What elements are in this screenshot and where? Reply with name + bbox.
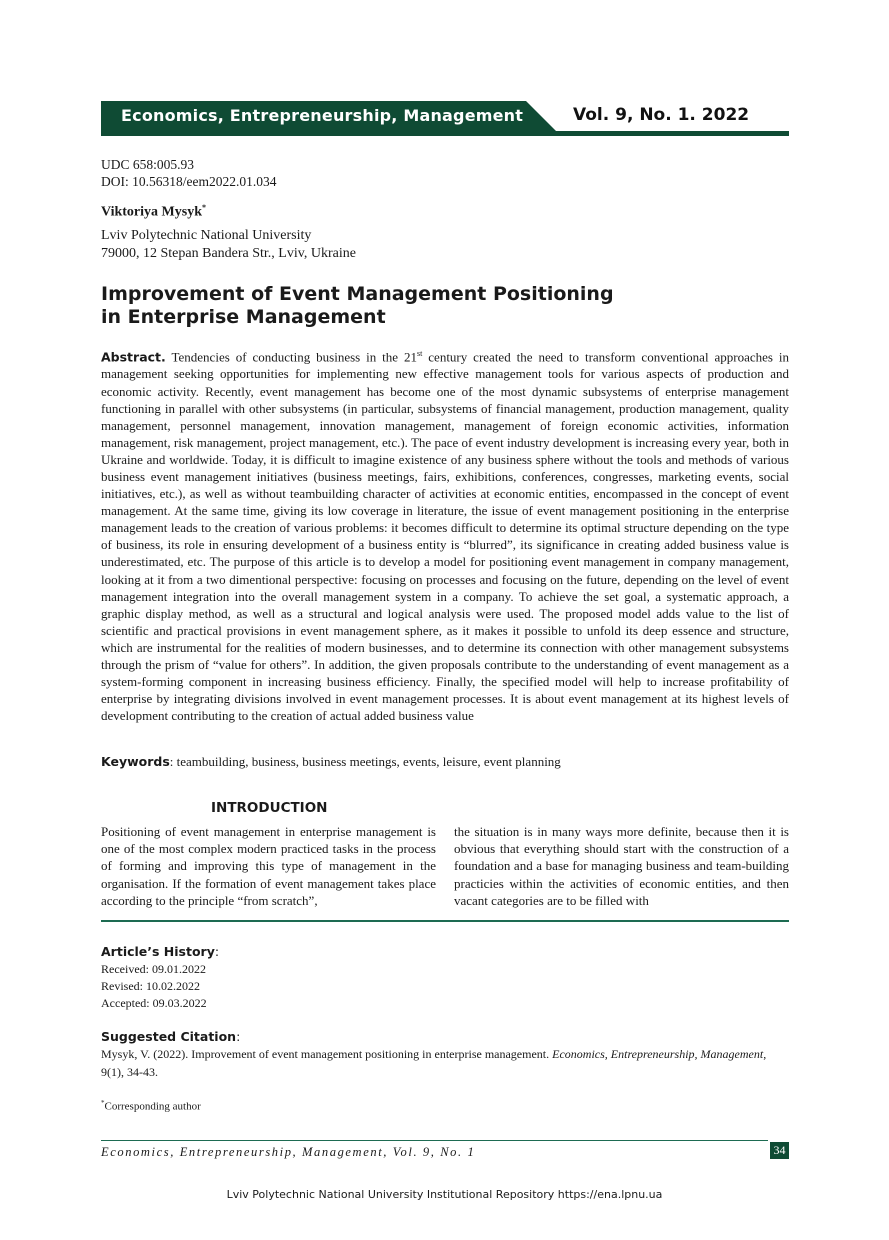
udc: UDC 658:005.93 xyxy=(101,157,195,172)
accepted-date: Accepted: 09.03.2022 xyxy=(101,996,207,1010)
abstract-superscript: st xyxy=(417,349,423,358)
introduction-column-right: the situation is in many ways more definite, because then it is obvious that everything should start with the construction of a foundation and a base for managing business and team-building practicies within the activities of economic entities, and then vacant categories are to be filled with xyxy=(454,824,789,908)
citation-colon: : xyxy=(236,1029,241,1044)
abstract-label: Abstract. xyxy=(101,349,166,365)
page-number: 34 xyxy=(770,1142,789,1159)
citation-heading xyxy=(101,1029,789,1044)
history-label: Article’s History xyxy=(101,944,215,959)
received-date: Received: 09.01.2022 xyxy=(101,962,206,976)
journal-header xyxy=(101,101,789,137)
article-title xyxy=(101,283,621,329)
header-rule xyxy=(101,131,789,136)
citation-text xyxy=(101,1046,789,1081)
history-heading xyxy=(101,944,789,959)
doi: DOI: 10.56318/eem2022.01.034 xyxy=(101,174,277,189)
author-name-text: Viktoriya Mysyk xyxy=(101,204,202,220)
article-history xyxy=(101,944,789,1012)
abstract-text-start: Tendencies of conducting business in the 21 xyxy=(171,349,417,365)
abstract xyxy=(101,345,789,724)
suggested-citation xyxy=(101,1029,789,1081)
footnote-text: Corresponding author xyxy=(104,1100,201,1113)
revised-date: Revised: 10.02.2022 xyxy=(101,979,200,993)
author-affiliation xyxy=(101,227,789,262)
running-footer: Economics, Entrepreneurship, Management, Vol. 9, No. 1 xyxy=(101,1145,476,1159)
keywords-label: Keywords xyxy=(101,754,170,769)
citation-end: , 9(1), 34-43. xyxy=(101,1047,767,1079)
introduction-heading: INTRODUCTION xyxy=(211,800,328,816)
footer-rule xyxy=(101,1140,768,1141)
journal-volume: Vol. 9, No. 1. 2022 xyxy=(573,105,750,125)
citation-journal: Economics, Entrepreneurship, Management xyxy=(552,1047,764,1061)
citation-start: Mysyk, V. (2022). Improvement of event management positioning in enterprise management. xyxy=(101,1047,553,1061)
keywords xyxy=(101,754,789,770)
article-meta xyxy=(101,156,789,190)
keywords-text: : teambuilding, business, business meetings, events, leisure, event planning xyxy=(169,754,561,769)
corresponding-mark: * xyxy=(201,203,206,212)
journal-name: Economics, Entrepreneurship, Management xyxy=(121,106,524,125)
footnote xyxy=(101,1099,789,1113)
affiliation: Lviv Polytechnic National University xyxy=(101,228,312,243)
title-line-2: in Enterprise Management xyxy=(101,306,386,328)
history-colon: : xyxy=(214,944,220,959)
footnote-mark: * xyxy=(101,1099,105,1107)
section-divider xyxy=(101,920,789,922)
author-name xyxy=(101,203,789,221)
title-line-1: Improvement of Event Management Positioning xyxy=(101,283,614,305)
repository-note: Lviv Polytechnic National University Institutional Repository https://ena.lpnu.ua xyxy=(226,1188,663,1201)
address: 79000, 12 Stepan Bandera Str., Lviv, Ukraine xyxy=(101,245,356,261)
abstract-text: century created the need to transform conventional approaches in management seeking opportunities for implementing new effective management tools for various aspects of production and economic activity. Recently, event management has become one of the most dynamic subsystems of enterprise management functioning in parallel with other subsystems (in particular, subsystems of financial management, production management, quality management, personnel management, innovation management, management of foreign economic activities, information management, risk management, project management, etc.). The pace of event industry development is increasing every year, both in Ukraine and worldwide. Today, it is difficult to imagine existence of any business sphere without the tools and methods of various business event management initiatives (business meetings, fairs, exhibitions, conferences, congresses, marketing events, social initiatives, etc.), as well as without teambuilding character of activities at economic entities, encompassed in the concept of event management. At the same time, giving its low coverage in literature, the issue of event management positioning in the enterprise management leads to the creation of various problems: it becomes difficult to determine its optimal structure depending on the type of business, its role in ensuring development of a business entity is “blurred”, its significance in creating added business value is underestimated, etc. The purpose of this article is to develop a model for positioning event management in company management, looking at it from a two dimentional perspective: focusing on processes and focusing on the future, depending on the level of event management integration into the overall management system in a company. To achieve the set goal, a systematic approach, a graphic display method, as well as a structural and logical analysis were used. The proposed model adds value to the list of scientific and practical provisions in event management sphere, as it makes it possible to unfold its deep essence and structure, which are instrumental for the realities of modern businesses, and to determine its connection with other management subsystems through the prism of “value for others”. In addition, the given proposals contribute to the understanding of event management as a system-forming component in increasing business efficiency. Finally, the specified model will help to increase profitability of enterprise by integrating divisions involved in event management processes. It is about event management at its highest levels of development contributing to the creation of actual added business value xyxy=(101,349,790,724)
citation-label: Suggested Citation xyxy=(101,1029,237,1044)
introduction-column-left: Positioning of event management in enterprise management is one of the most complex modern practiced tasks in the process of forming and improving this type of management in the organisation. If the formation of event management takes place according to the principle “from scratch”, xyxy=(101,824,436,908)
